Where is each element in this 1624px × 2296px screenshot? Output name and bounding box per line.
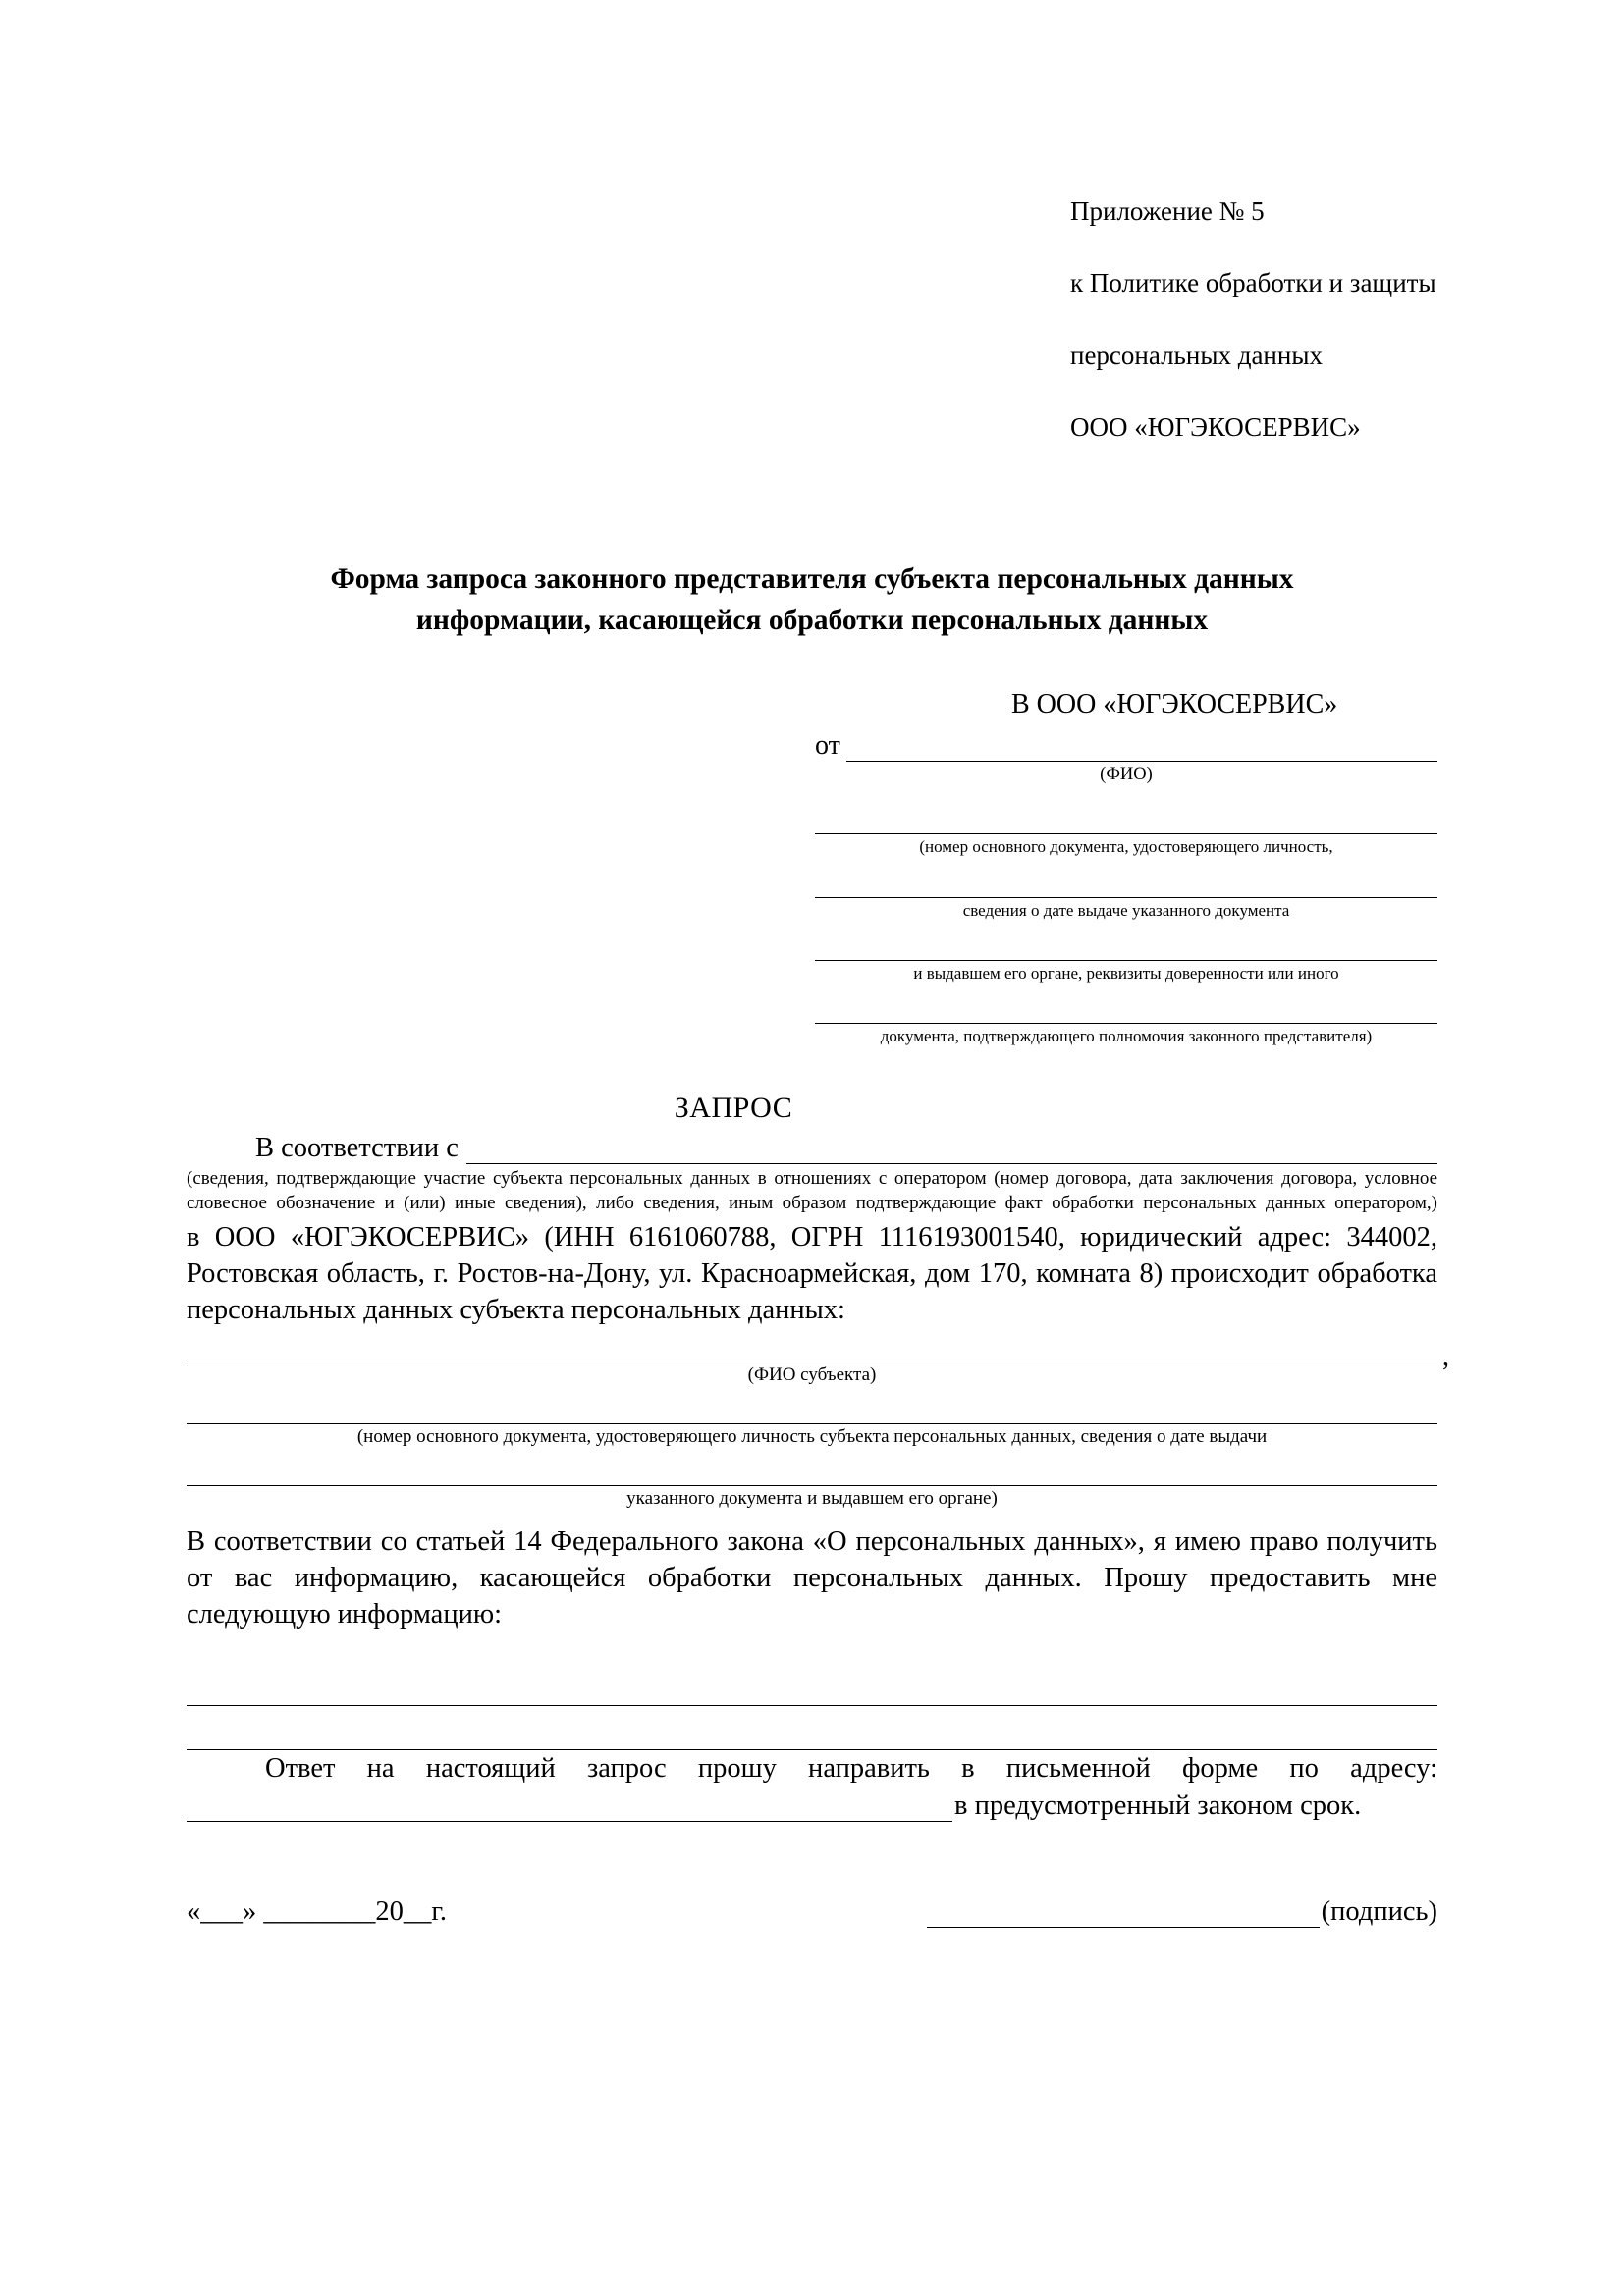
legal-term-text: в предусмотренный законом срок. xyxy=(954,1790,1362,1822)
appendix-header xyxy=(1070,157,1437,481)
date-field[interactable]: «___» ________20__г. xyxy=(187,1896,447,1928)
identity-doc-input-1[interactable] xyxy=(815,812,1437,834)
fio-caption: (ФИО) xyxy=(1100,765,1153,785)
answer-address-input[interactable] xyxy=(187,1791,952,1822)
subject-doc-caption-2: указанного документа и выдавшем его органе) xyxy=(626,1488,998,1510)
from-label: от xyxy=(815,730,840,762)
page-title xyxy=(187,560,1437,642)
identity-doc-input-2[interactable] xyxy=(815,876,1437,898)
signature-caption: (подпись) xyxy=(1321,1896,1437,1928)
appendix-policy-line-1: к Политике обработки и защиты xyxy=(1070,268,1436,298)
requested-info-input-2[interactable] xyxy=(187,1706,1437,1750)
subject-doc-input-2[interactable] xyxy=(187,1458,1437,1486)
basis-field-row xyxy=(187,1133,1437,1164)
signature-input[interactable] xyxy=(927,1901,1320,1928)
answer-address-row xyxy=(187,1790,1437,1822)
identity-doc-block xyxy=(815,812,1437,1046)
identity-doc-input-4[interactable] xyxy=(815,1001,1437,1024)
addressee-block xyxy=(815,689,1437,1046)
requested-info-input-1[interactable] xyxy=(187,1662,1437,1706)
basis-input[interactable] xyxy=(466,1138,1437,1164)
signature-row xyxy=(187,1896,1437,1928)
subject-doc-input-1[interactable] xyxy=(187,1396,1437,1424)
from-fio-input[interactable] xyxy=(846,735,1437,762)
from-field-row xyxy=(815,730,1437,762)
appendix-number: Приложение № 5 xyxy=(1070,195,1265,226)
operator-details-paragraph: в ООО «ЮГЭКОСЕРВИС» (ИНН 6161060788, ОГРН 1116193001540, юридический адрес: 344002, Ростовская область, г. Ростов-на-Дону, ул. Красноармейская, дом 170, комната 8) происходит обработка персональных данных субъекта персональных данных: xyxy=(187,1221,1437,1326)
page-title-line-1: Форма запроса законного представителя субъекта персональных данных xyxy=(330,563,1294,596)
subject-doc-caption-1: (номер основного документа, удостоверяющего личность субъекта персональных данных, сведения о дате выдачи xyxy=(356,1426,1268,1448)
identity-doc-caption-3: и выдавшем его органе, реквизиты доверенности или иного xyxy=(913,963,1339,983)
identity-doc-input-3[interactable] xyxy=(815,938,1437,961)
identity-doc-caption-2: сведения о дате выдаче указанного документа xyxy=(962,900,1290,920)
subject-fio-caption: (ФИО субъекта) xyxy=(747,1364,877,1386)
basis-fineprint: (сведения, подтверждающие участие субъекта персональных данных в отношениях с оператором (номер договора, дата заключения договора, условное словесное обозначение и (или) иные сведения), либо сведения, иным образом подтверждающие факт обработки персональных данных оператором,) xyxy=(187,1168,1437,1213)
identity-doc-caption-4: документа, подтверждающего полномочия законного представителя) xyxy=(880,1027,1373,1046)
appendix-policy-line-2: персональных данных xyxy=(1070,340,1323,370)
identity-doc-caption-1: (номер основного документа, удостоверяющего личность, xyxy=(919,837,1333,857)
basis-label: В соответствии с xyxy=(255,1133,459,1164)
request-heading: ЗАПРОС xyxy=(674,1092,793,1125)
law-article-paragraph: В соответствии со статьей 14 Федерального закона «О персональных данных», я имею право получить от вас информацию, касающейся обработки персональных данных. Прошу предоставить мне следующую информацию: xyxy=(187,1526,1437,1630)
answer-address-paragraph: Ответ на настоящий запрос прошу направить в письменной форме по адресу: xyxy=(265,1753,1437,1785)
appendix-company: ООО «ЮГЭКОСЕРВИС» xyxy=(1070,412,1361,443)
page-title-line-2: информации, касающейся обработки персональных данных xyxy=(415,605,1209,637)
subject-fio-input[interactable] xyxy=(187,1334,1437,1362)
addressee-company: В ООО «ЮГЭКОСЕРВИС» xyxy=(1011,689,1338,721)
